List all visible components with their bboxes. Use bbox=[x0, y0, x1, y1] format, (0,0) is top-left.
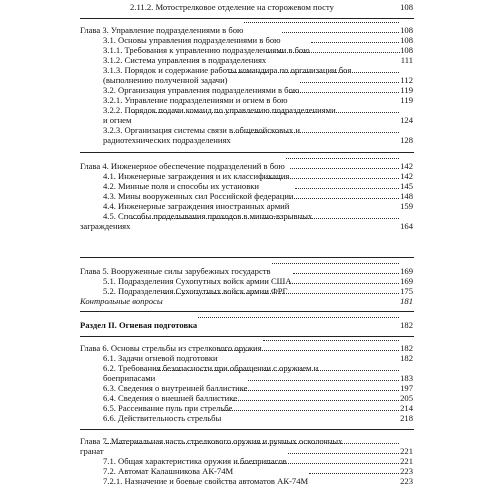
leader-dots bbox=[131, 218, 399, 219]
toc-entry-title: 4.3. Мины вооруженных сил Российской федерации bbox=[103, 191, 294, 201]
toc-entry-title: 4.4. Инженерные заграждения иностранных армий bbox=[103, 201, 290, 211]
section-divider bbox=[80, 429, 414, 430]
section-divider bbox=[80, 152, 414, 153]
leader-dots bbox=[295, 188, 400, 189]
toc-entry-page: 183 bbox=[400, 373, 413, 383]
leader-dots bbox=[311, 42, 399, 43]
section-divider bbox=[80, 18, 414, 19]
leader-dots bbox=[132, 112, 399, 113]
leader-dots bbox=[300, 82, 399, 83]
toc-entry-title: Глава 3. Управление подразделениями в бою bbox=[80, 25, 244, 35]
leader-dots bbox=[263, 340, 400, 341]
toc-entry-title: Глава 7. Материальная часть стрелкового оружия и ручных осколочных bbox=[80, 436, 343, 446]
toc-entry-page: 164 bbox=[400, 221, 413, 231]
section-divider bbox=[80, 257, 414, 258]
toc-entry-title: заграждениях bbox=[80, 221, 131, 231]
toc-entry-page: 175 bbox=[400, 286, 413, 296]
leader-dots bbox=[233, 400, 399, 401]
toc-entry-page: 214 bbox=[400, 403, 413, 413]
leader-dots bbox=[267, 52, 400, 53]
leader-dots bbox=[293, 273, 400, 274]
leader-dots bbox=[260, 178, 399, 179]
toc-entry-page: 119 bbox=[400, 85, 413, 95]
leader-dots bbox=[289, 283, 400, 284]
toc-entry-page: 169 bbox=[400, 276, 413, 286]
toc-entry-title: 2.11.2. Мотострелковое отделение на сторожевом посту bbox=[130, 2, 334, 12]
leader-dots bbox=[282, 32, 400, 33]
toc-entry-title: Глава 6. Основы стрельбы из стрелкового оружия bbox=[80, 343, 262, 353]
toc-entry-page: 142 bbox=[400, 161, 413, 171]
toc-entry-title: Контрольные вопросы bbox=[80, 296, 163, 306]
toc-entry-title: 6.1. Задачи огневой подготовки bbox=[103, 353, 218, 363]
toc-entry-title: 3.1.1. Требования к управлению подразделениями в бою bbox=[103, 45, 310, 55]
toc-entry-page: 221 bbox=[400, 446, 413, 456]
toc-entry-title: 3.1. Основы управления подразделениями в бою bbox=[103, 35, 281, 45]
leader-dots bbox=[290, 168, 399, 169]
toc-entry-page: 182 bbox=[400, 353, 413, 363]
toc-entry-page: 223 bbox=[400, 466, 413, 476]
toc-entry-page: 124 bbox=[400, 115, 413, 125]
toc-entry-title: 4.5. Способы проделывания проходов в минно-взрывных bbox=[103, 211, 313, 221]
toc-entry-title: (выполнению полученной задачи) bbox=[103, 75, 228, 85]
leader-dots bbox=[156, 370, 399, 371]
toc-entry-page: 218 bbox=[400, 413, 413, 423]
section-divider bbox=[80, 336, 414, 337]
toc-entry-title: 7.2.1. Назначение и боевые свойства автоматов АК-74М bbox=[103, 476, 309, 486]
toc-entry-title: 7.2. Автомат Калашникова АК-74М bbox=[103, 466, 234, 476]
toc-entry-page: 182 bbox=[400, 320, 413, 330]
toc-entry-page: 181 bbox=[400, 296, 413, 306]
toc-entry-page: 108 bbox=[400, 25, 413, 35]
toc-entry-page: 111 bbox=[400, 55, 413, 65]
toc-entry-page: 182 bbox=[400, 343, 413, 353]
leader-dots bbox=[105, 443, 400, 444]
toc-entry-title: 6.4. Сведения о внешней баллистике bbox=[103, 393, 238, 403]
section-divider bbox=[80, 311, 414, 312]
toc-entry-page: 108 bbox=[400, 35, 413, 45]
toc-entry-title: 5.2. Подразделения Сухопутных войск армии ФРГ bbox=[103, 286, 288, 296]
toc-entry-title: 3.2.2. Порядок подачи команд по управлению подразделениями bbox=[103, 105, 336, 115]
toc-entry-title: 3.1.2. Система управления в подразделениях bbox=[103, 55, 267, 65]
toc-entry-page: 197 bbox=[400, 383, 413, 393]
toc-entry-title: 6.5. Рассеивание пуль при стрельбе bbox=[103, 403, 233, 413]
leader-dots bbox=[164, 293, 399, 294]
leader-dots bbox=[238, 390, 399, 391]
leader-dots bbox=[309, 473, 399, 474]
leader-dots bbox=[272, 263, 399, 264]
toc-entry-title: и огнем bbox=[103, 115, 132, 125]
leader-dots bbox=[222, 410, 399, 411]
toc-entry-title: 3.1.3. Порядок и содержание работы командира по организации боя bbox=[103, 65, 352, 75]
toc-entry-title: Раздел II. Огневая подготовка bbox=[80, 320, 198, 330]
leader-dots bbox=[248, 380, 399, 381]
leader-dots bbox=[198, 317, 399, 318]
toc-entry-title: 4.2. Минные поля и способы их установки bbox=[103, 181, 260, 191]
toc-entry-page: 119 bbox=[400, 95, 413, 105]
leader-dots bbox=[232, 132, 399, 133]
toc-entry-page: 112 bbox=[400, 75, 413, 85]
toc-entry-page: 142 bbox=[400, 171, 413, 181]
toc-entry-title: 3.2.1. Управление подразделениями и огнем в бою bbox=[103, 95, 288, 105]
toc-entry-title: 3.2. Организация управления подразделениями в бою bbox=[103, 85, 300, 95]
toc-entry-page: 148 bbox=[400, 191, 413, 201]
toc-entry-title: 5.1. Подразделения Сухопутных войск армии США bbox=[103, 276, 292, 286]
leader-dots bbox=[289, 92, 400, 93]
toc-entry-page: 128 bbox=[400, 135, 413, 145]
leader-dots bbox=[219, 350, 399, 351]
leader-dots bbox=[234, 463, 399, 464]
toc-entry-page: 223 bbox=[400, 476, 413, 486]
toc-entry-title: 4.1. Инженерные заграждения и их классификация bbox=[103, 171, 290, 181]
toc-entry-page: 108 bbox=[400, 2, 413, 12]
toc-entry-page: 169 bbox=[400, 266, 413, 276]
toc-entry-page: 221 bbox=[400, 456, 413, 466]
toc-entry-title: 6.3. Сведения о внутренней баллистике bbox=[103, 383, 248, 393]
toc-entry-title: 6.6. Действительность стрельбы bbox=[103, 413, 222, 423]
toc-entry-page: 145 bbox=[400, 181, 413, 191]
toc-entry-page: 108 bbox=[400, 45, 413, 55]
leader-dots bbox=[288, 453, 399, 454]
leader-dots bbox=[244, 22, 399, 23]
toc-entry-title: 7.1. Общая характеристика оружия и боеприпасов bbox=[103, 456, 287, 466]
toc-entry-title: гранат bbox=[80, 446, 104, 456]
leader-dots bbox=[286, 158, 399, 159]
toc-entry-title: Глава 4. Инженерное обеспечение подразделений в бою bbox=[80, 161, 285, 171]
leader-dots bbox=[229, 72, 400, 73]
toc-entry-title: Глава 5. Вооруженные силы зарубежных государств bbox=[80, 266, 271, 276]
toc-entry-title: 6.2. Требования безопасности при обращении с оружием и bbox=[103, 363, 319, 373]
toc-entry-page: 159 bbox=[400, 201, 413, 211]
toc-entry-title: 3.2.3. Организация системы связи в общевойсковых и bbox=[103, 125, 300, 135]
leader-dots bbox=[290, 198, 399, 199]
toc-entry-title: боеприпасами bbox=[103, 373, 156, 383]
toc-entry-page: 205 bbox=[400, 393, 413, 403]
toc-entry-title: радиотехнических подразделениях bbox=[103, 135, 231, 145]
